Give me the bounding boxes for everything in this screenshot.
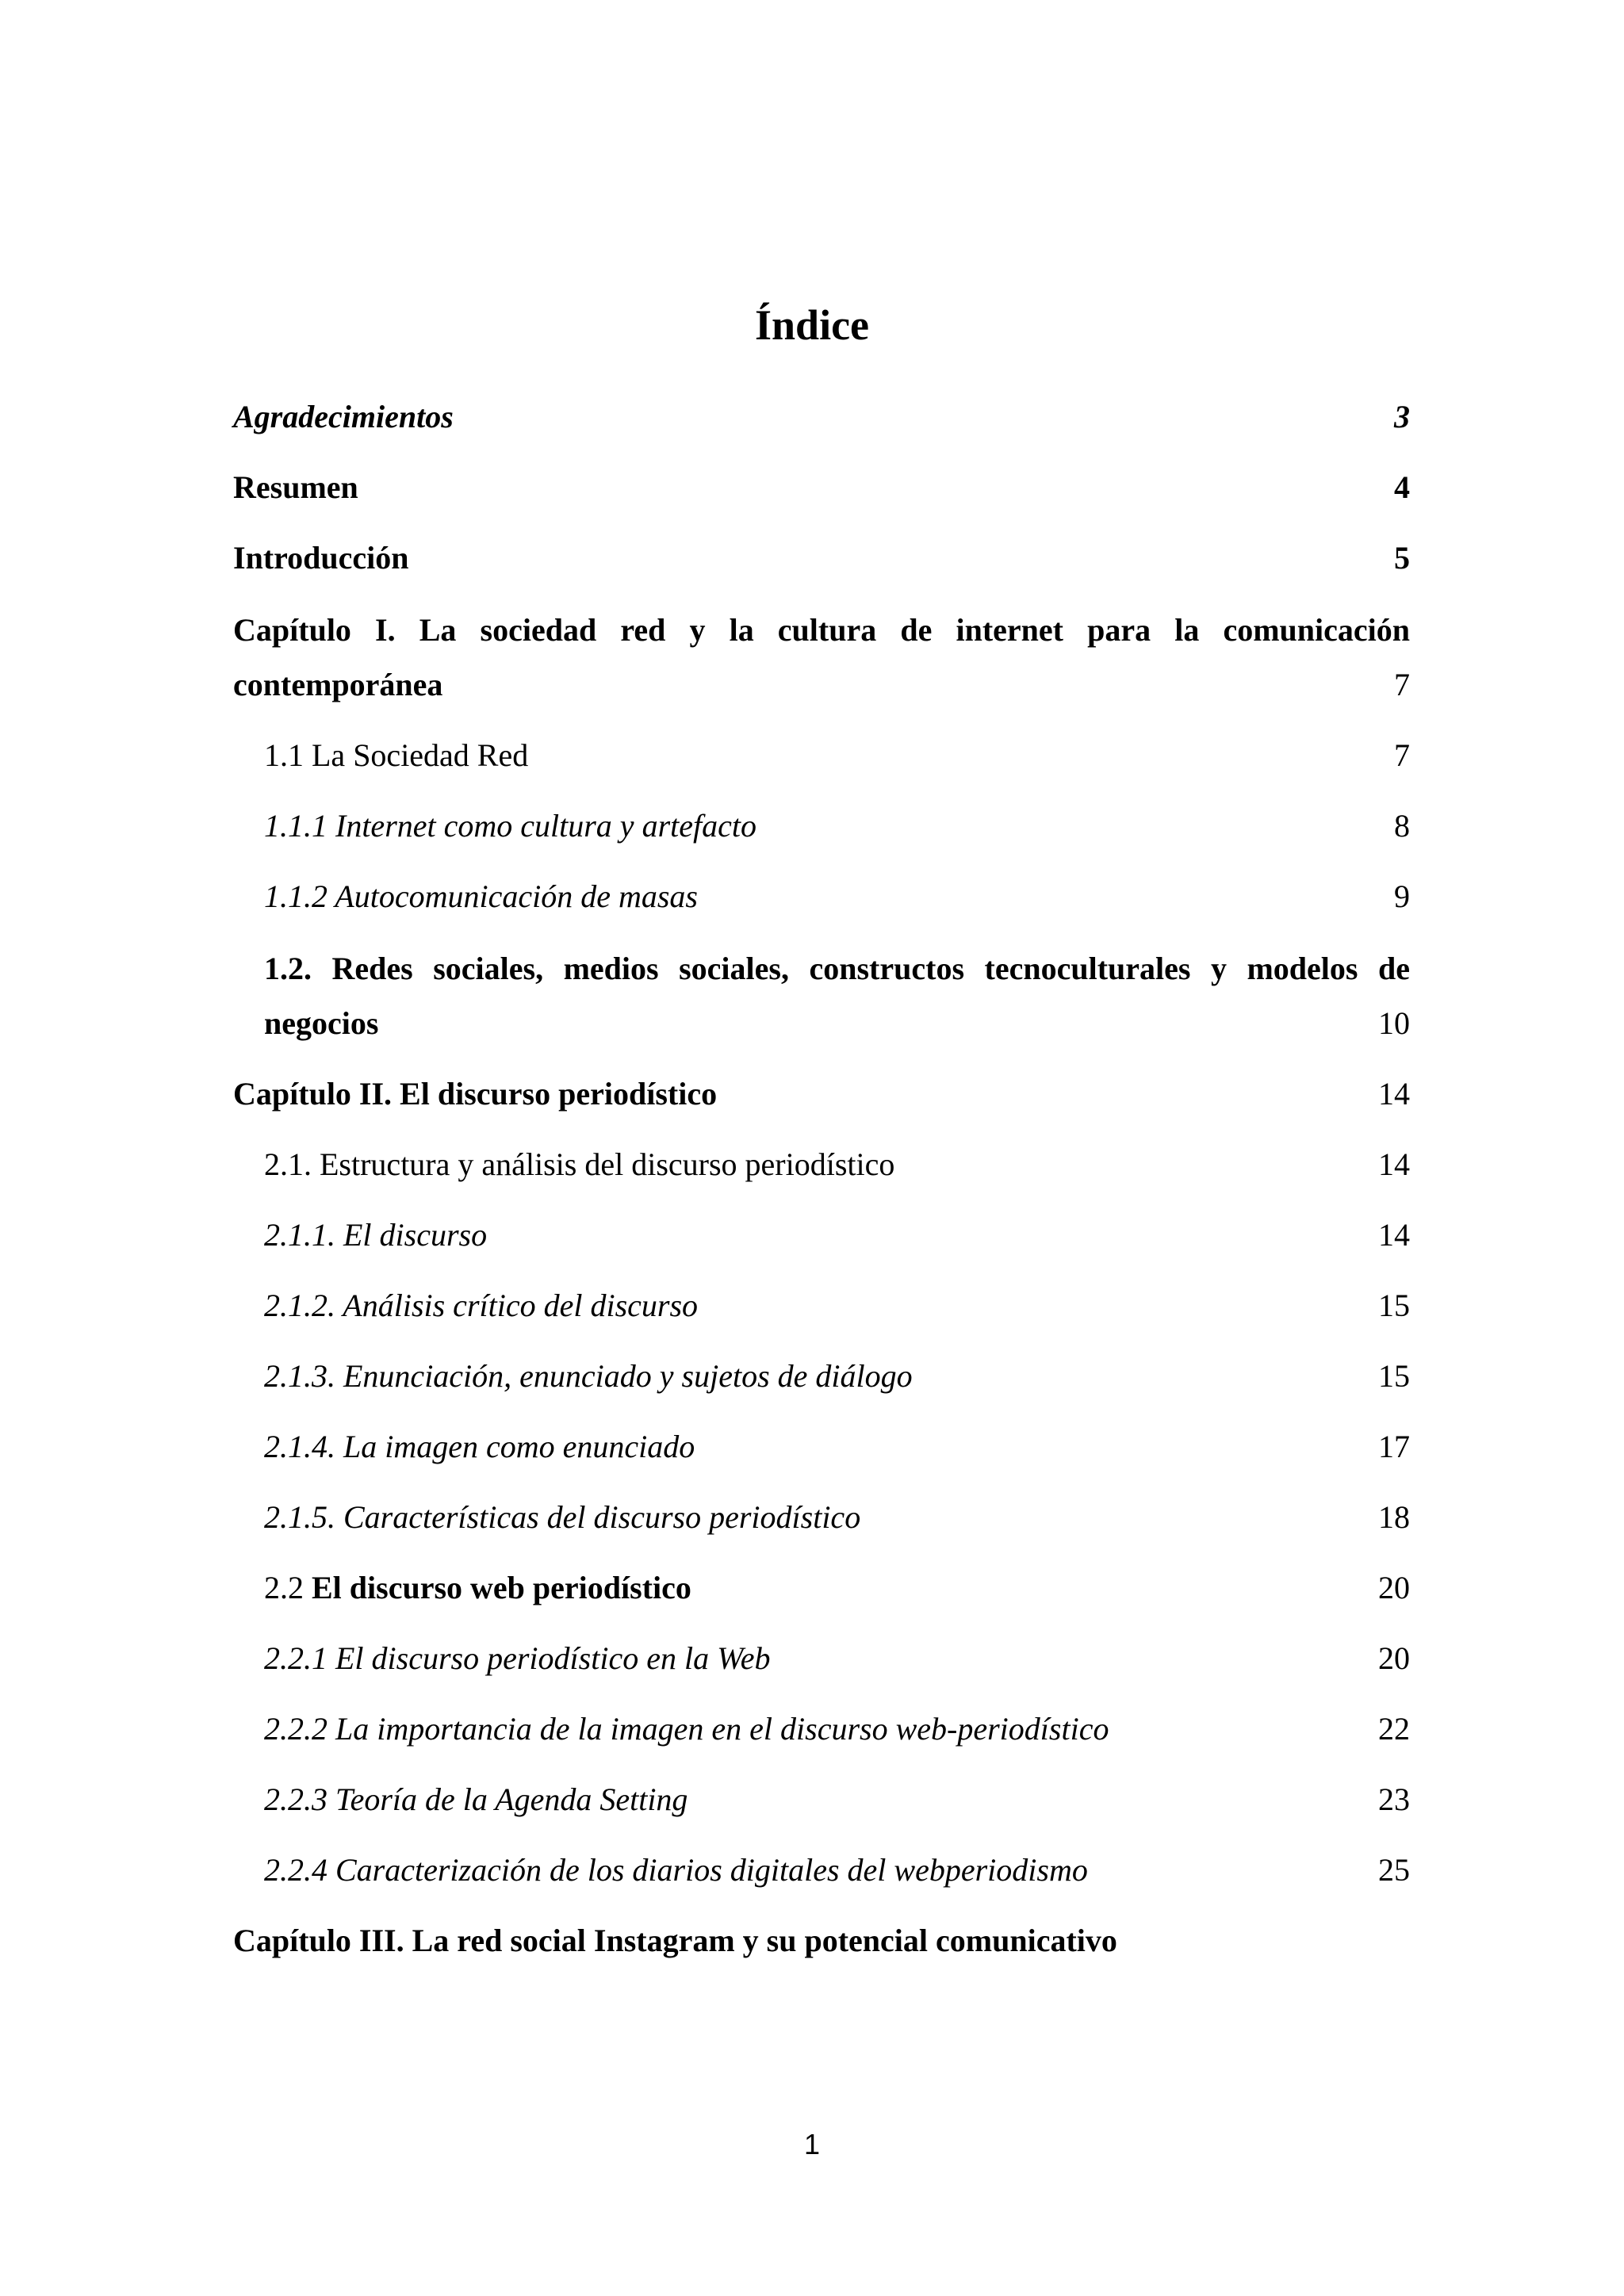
toc-entry-page: 18 [1378, 1499, 1410, 1535]
toc-entry-label-line-1: Capítulo I. La sociedad red y la cultura de internet para la comunicación [233, 612, 1410, 648]
toc-entry-page: 14 [1378, 1217, 1410, 1253]
toc-entry-introduccion[interactable] [233, 530, 1410, 586]
page-title: Índice [754, 301, 870, 349]
toc-entry-page: 25 [1378, 1852, 1410, 1888]
toc-entry-2-2-3[interactable] [264, 1772, 1410, 1827]
toc-entry-2-1-2[interactable] [264, 1278, 1410, 1334]
toc-entry-page: 14 [1378, 1076, 1410, 1112]
toc-entry-label: 2.1.4. La imagen como enunciado [264, 1429, 695, 1464]
toc-entry-1-1[interactable] [264, 728, 1410, 783]
toc-entry-page: 4 [1394, 469, 1410, 505]
toc-entry-label: Capítulo II. El discurso periodístico [233, 1076, 718, 1112]
toc-entry-page: 8 [1394, 808, 1410, 844]
toc-entry-page: 14 [1378, 1146, 1410, 1182]
toc-entry-1-1-1[interactable] [264, 798, 1410, 854]
toc-entry-label: 1.1.1 Internet como cultura y artefacto [264, 808, 756, 844]
toc-entry-label-line-2: contemporánea [233, 667, 443, 702]
toc-entry-label: 2.1.5. Características del discurso periodístico [264, 1499, 861, 1535]
toc-entry-page: 15 [1378, 1358, 1410, 1394]
toc-entry-2-2-2[interactable] [264, 1701, 1410, 1757]
toc-entry-page: 10 [1378, 1005, 1410, 1041]
toc-entry-page: 5 [1394, 540, 1410, 576]
toc-entry-label: Resumen [233, 469, 358, 505]
toc-entry-2-2-4[interactable] [264, 1843, 1410, 1898]
toc-entry-2-1[interactable] [264, 1137, 1410, 1192]
toc-entry-2-1-1[interactable] [264, 1207, 1410, 1263]
toc-entry-page: 20 [1378, 1640, 1410, 1676]
toc-entry-agradecimientos[interactable] [233, 389, 1410, 445]
toc-entry-label: 2.2.4 Caracterización de los diarios digitales del webperiodismo [264, 1852, 1088, 1888]
toc-entry-label: 1.1.2 Autocomunicación de masas [264, 878, 698, 914]
toc-entry-page: 23 [1378, 1781, 1410, 1817]
toc-entry-label: El discurso web periodístico [312, 1570, 691, 1605]
toc-entry-label: 2.1.3. Enunciación, enunciado y sujetos de diálogo [264, 1358, 913, 1394]
toc-entry-label: 2.1.2. Análisis crítico del discurso [264, 1288, 699, 1323]
toc-entry-page: 20 [1378, 1570, 1410, 1605]
toc-entry-label: 2.1.1. El discurso [264, 1217, 488, 1253]
toc-entry-label: 2.2.3 Teoría de la Agenda Setting [264, 1781, 688, 1817]
toc-entry-label-line-1: 1.2. Redes sociales, medios sociales, constructos tecnoculturales y modelos de [264, 951, 1410, 986]
toc-entry-label: Agradecimientos [233, 399, 454, 434]
toc-entry-number: 2.2 [264, 1570, 312, 1605]
toc-entry-label: Capítulo III. La red social Instagram y su potencial comunicativo [233, 1923, 1117, 1958]
toc-entry-2-1-4[interactable] [264, 1419, 1410, 1475]
toc-entry-label: 2.1. Estructura y análisis del discurso periodístico [264, 1146, 895, 1182]
toc-entry-2-1-3[interactable] [264, 1349, 1410, 1404]
toc-entry-page: 9 [1394, 878, 1410, 914]
toc-entry-capitulo-3[interactable] [233, 1913, 1410, 1969]
toc-entry-label: Introducción [233, 540, 409, 576]
toc-entry-capitulo-2[interactable] [233, 1066, 1410, 1122]
toc-entry-page: 22 [1378, 1711, 1410, 1747]
toc-entry-label: 2.2.1 El discurso periodístico en la Web [264, 1640, 771, 1676]
toc-entry-page: 17 [1378, 1429, 1410, 1464]
toc-entry-page: 15 [1378, 1288, 1410, 1323]
toc-entry-2-2-1[interactable] [264, 1631, 1410, 1686]
toc-entry-label: 2.2.2 La importancia de la imagen en el discurso web-periodístico [264, 1711, 1109, 1747]
toc-entry-1-1-2[interactable] [264, 869, 1410, 924]
toc-entry-label-line-2: negocios [264, 1005, 379, 1041]
toc-entry-line-2 [264, 996, 1410, 1051]
toc-entry-2-1-5[interactable] [264, 1490, 1410, 1545]
toc-entry-label: 1.1 La Sociedad Red [264, 737, 529, 773]
toc-entry-resumen[interactable] [233, 460, 1410, 515]
page-number: 1 [803, 2128, 821, 2160]
toc-entry-page: 7 [1394, 667, 1410, 702]
toc-entry-page: 7 [1394, 737, 1410, 773]
toc-entry-page: 3 [1394, 399, 1410, 434]
toc-entry-2-2[interactable] [264, 1560, 1410, 1616]
toc-entry-line-2 [233, 657, 1410, 713]
